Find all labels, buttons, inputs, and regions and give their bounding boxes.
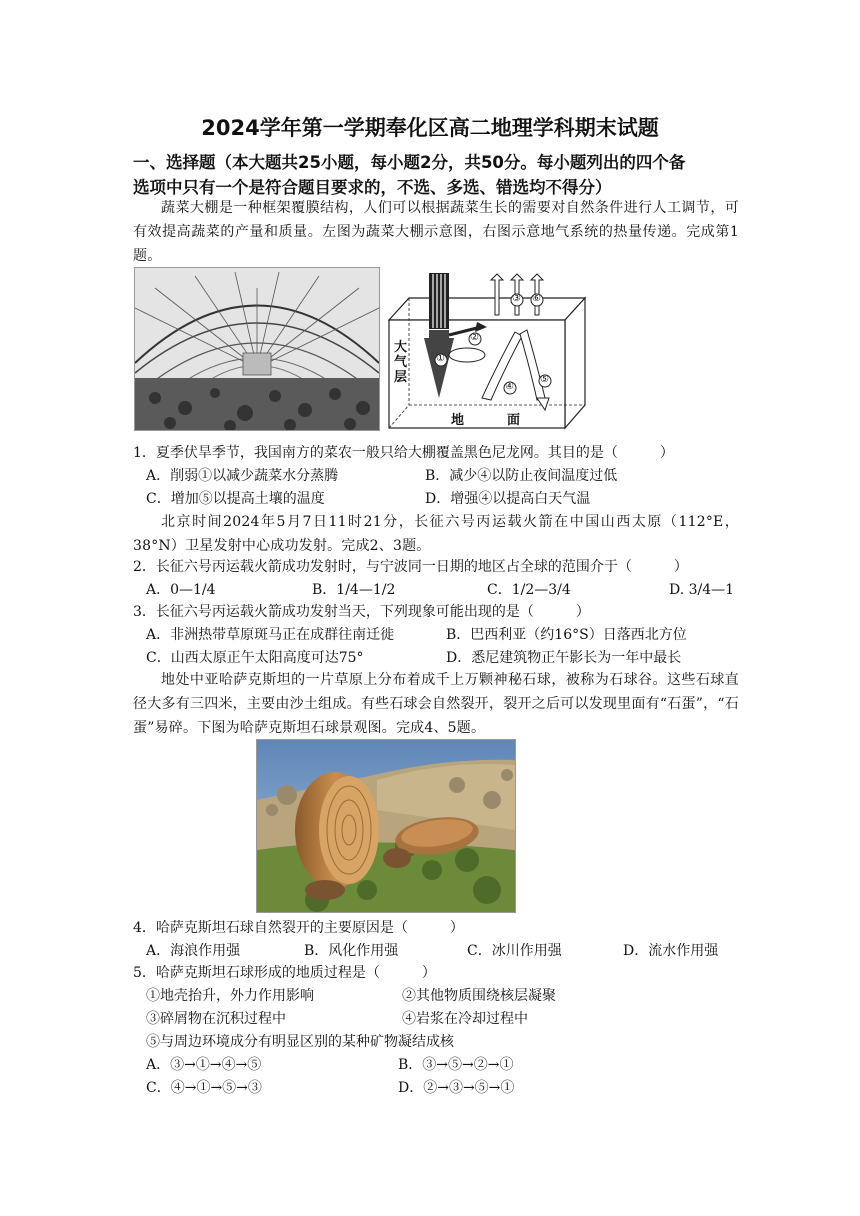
q1-option-d[interactable]: D．增强④以提高白天气温 xyxy=(425,491,591,507)
q1-option-b[interactable]: B．减少④以防止夜间温度过低 xyxy=(425,468,618,484)
q1-option-a[interactable]: A．削弱①以减少蔬菜水分蒸腾 xyxy=(146,468,339,484)
intro-paragraph-3: 地处中亚哈萨克斯坦的一片草原上分布着成千上万颗神秘石球，被称为石球谷。这些石球直径大多有三四米，主要由沙土组成。有些石球会自然裂开，裂开之后可以发现里面有“石蛋”，“石蛋”易碎。下图为哈萨克斯坦石球景观图。完成4、5题。 xyxy=(133,672,739,736)
q5-statement-1: ①地壳抬升，外力作用影响 xyxy=(146,988,314,1004)
diagram-label-ground-right: 面 xyxy=(507,413,521,428)
diagram-label-4: ④ xyxy=(505,381,514,392)
q3-option-c[interactable]: C．山西太原正午太阳高度可达75° xyxy=(146,650,364,666)
q5-option-c[interactable]: C．④→①→⑤→③ xyxy=(146,1080,262,1096)
q3-option-a[interactable]: A．非洲热带草原斑马正在成群往南迁徙 xyxy=(146,627,395,643)
q4-option-a[interactable]: A．海浪作用强 xyxy=(146,943,241,959)
q5-statement-3: ③碎屑物在沉积过程中 xyxy=(146,1011,286,1027)
greenhouse-photo xyxy=(134,267,380,431)
diagram-label-atmosphere: 大气层 xyxy=(394,340,408,385)
q5-option-a[interactable]: A．③→①→④→⑤ xyxy=(146,1057,262,1073)
q2-stem: 2．长征六号丙运载火箭成功发射时，与宁波同一日期的地区占全球的范围介于（ ） xyxy=(133,559,688,575)
diagram-label-2: ② xyxy=(470,332,479,343)
diagram-label-6: ⑥ xyxy=(532,293,541,304)
q4-option-b[interactable]: B．风化作用强 xyxy=(304,943,399,959)
diagram-label-5: ⑤ xyxy=(540,374,549,385)
section-heading xyxy=(133,150,733,200)
q1-stem: 1．夏季伏旱季节，我国南方的菜农一般只给大棚覆盖黑色尼龙网。其目的是（ ） xyxy=(133,445,674,461)
exam-title: 2024学年第一学期奉化区高二地理学科期末试题 xyxy=(201,116,659,140)
q4-option-c[interactable]: C．冰川作用强 xyxy=(467,943,562,959)
stone-ball-photo xyxy=(256,739,516,913)
diagram-label-1: ① xyxy=(436,353,445,364)
section-heading-line1: 一、选择题（本大题共25小题，每小题2分，共50分。每小题列出的四个备 xyxy=(133,153,686,172)
q2-option-b[interactable]: B．1/4—1/2 xyxy=(312,582,396,598)
section-heading-line2: 选项中只有一个是符合题目要求的，不选、多选、错选均不得分） xyxy=(133,178,612,197)
q3-option-b[interactable]: B．巴西利亚（约16°S）日落西北方位 xyxy=(446,627,687,643)
q2-option-d[interactable]: D. 3/4—1 xyxy=(669,582,735,598)
q5-option-d[interactable]: D．②→③→⑤→① xyxy=(398,1080,515,1096)
heat-transfer-diagram xyxy=(387,270,587,432)
intro-paragraph-2: 北京时间2024年5月7日11时21分，长征六号丙运载火箭在中国山西太原（112°E，38°N）卫星发射中心成功发射。完成2、3题。 xyxy=(133,514,739,554)
q4-option-d[interactable]: D．流水作用强 xyxy=(623,943,719,959)
q5-statement-2: ②其他物质围绕核层凝聚 xyxy=(402,988,556,1004)
diagram-label-3: ③ xyxy=(512,293,521,304)
q5-statement-4: ④岩浆在冷却过程中 xyxy=(402,1011,528,1027)
q2-option-a[interactable]: A．0—1/4 xyxy=(146,582,216,598)
q3-stem: 3．长征六号丙运载火箭成功发射当天，下列现象可能出现的是（ ） xyxy=(133,604,590,620)
q5-stem: 5．哈萨克斯坦石球形成的地质过程是（ ） xyxy=(133,965,436,981)
q5-statement-5: ⑤与周边环境成分有明显区别的某种矿物凝结成核 xyxy=(146,1034,454,1050)
q2-option-c[interactable]: C．1/2—3/4 xyxy=(487,582,571,598)
intro-paragraph-1: 蔬菜大棚是一种框架覆膜结构，人们可以根据蔬菜生长的需要对自然条件进行人工调节，可有效提高蔬菜的产量和质量。左图为蔬菜大棚示意图，右图示意地气系统的热量传递。完成第1题。 xyxy=(133,200,739,264)
diagram-label-ground-left: 地 xyxy=(451,413,465,428)
q4-stem: 4．哈萨克斯坦石球自然裂开的主要原因是（ ） xyxy=(133,920,464,936)
q5-option-b[interactable]: B．③→⑤→②→① xyxy=(398,1057,514,1073)
q1-option-c[interactable]: C．增加⑤以提高土壤的温度 xyxy=(146,491,325,507)
q3-option-d[interactable]: D．悉尼建筑物正午影长为一年中最长 xyxy=(446,650,682,666)
